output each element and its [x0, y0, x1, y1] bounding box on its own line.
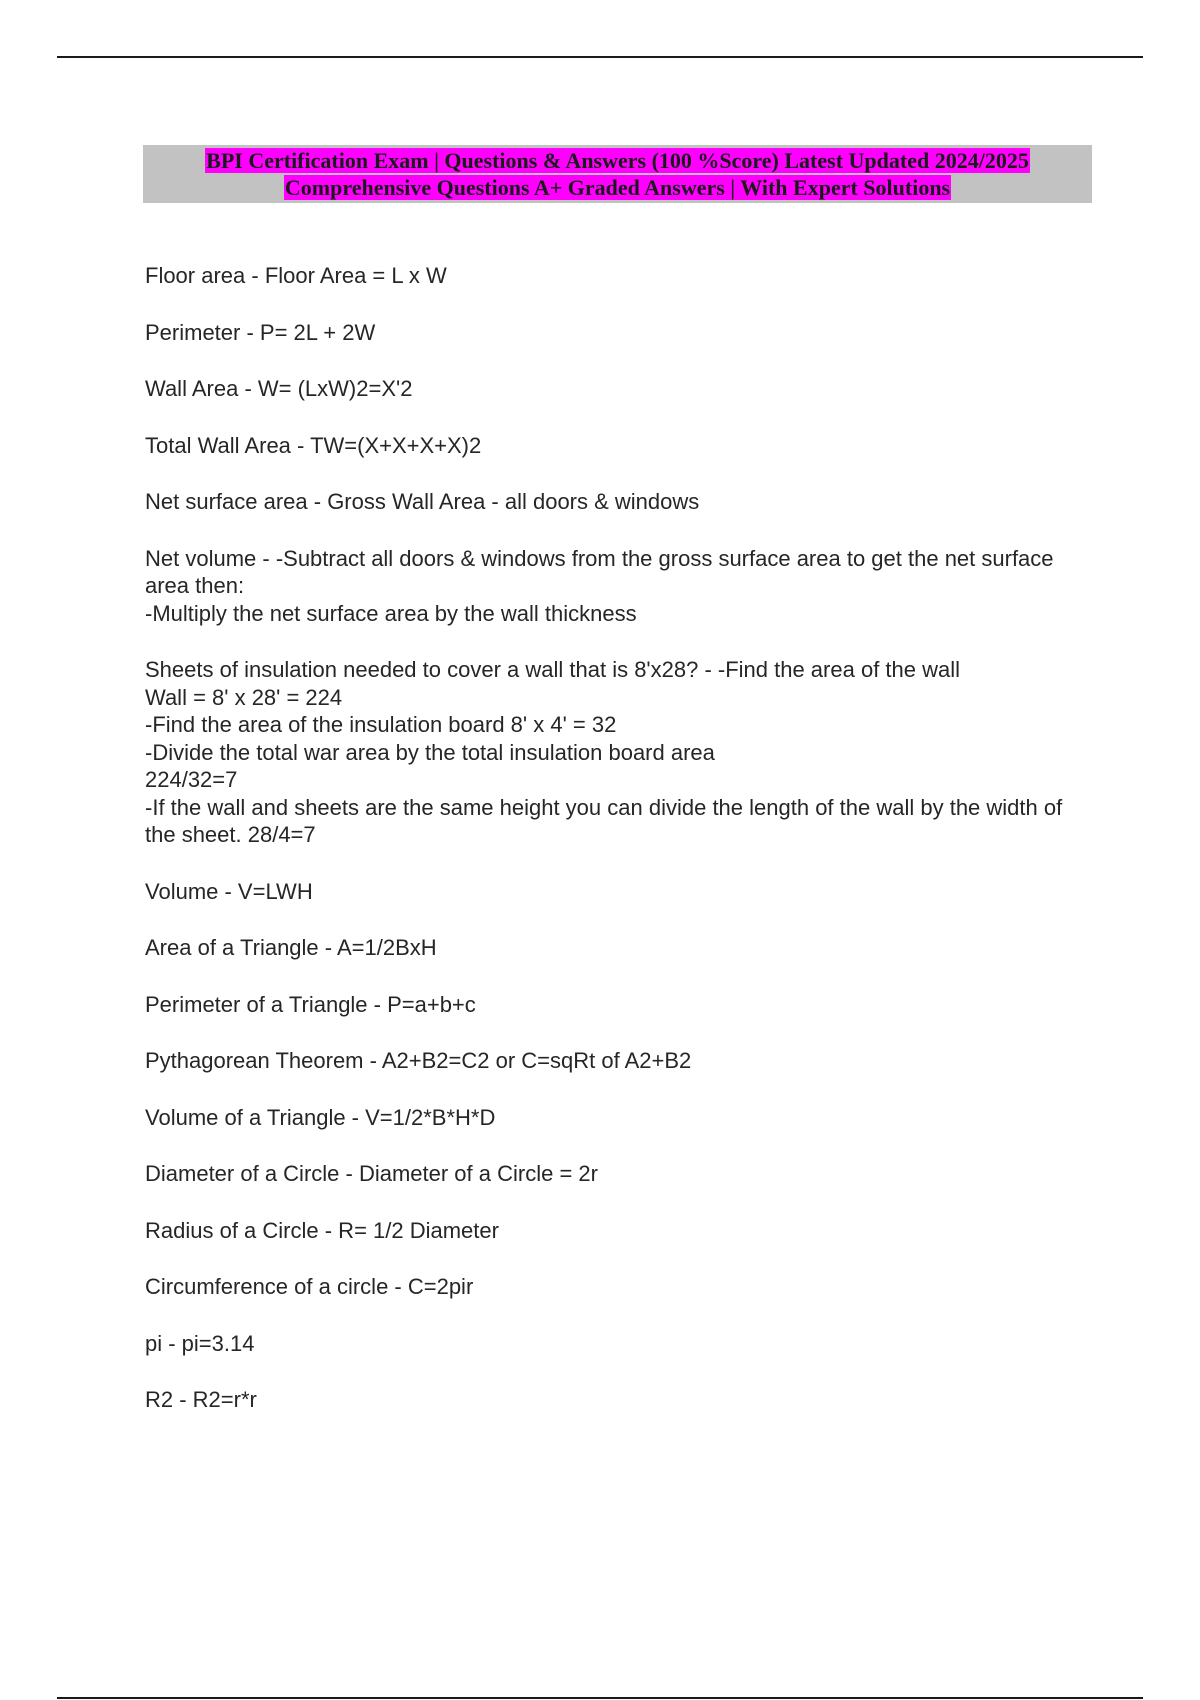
document-title-line-2: Comprehensive Questions A+ Graded Answers | With Expert Solutions	[284, 175, 951, 200]
qa-entry-line: Volume of a Triangle - V=1/2*B*H*D	[145, 1104, 496, 1130]
qa-entry	[145, 432, 1085, 460]
qa-entry-line: -Find the area of the insulation board 8' x 4' = 32	[145, 712, 617, 737]
qa-entry-line: Circumference of a circle - C=2pir	[145, 1274, 474, 1299]
qa-entry-line: 224/32=7	[145, 767, 238, 792]
qa-entry-line: Net surface area - Gross Wall Area - all doors & windows	[145, 489, 700, 514]
qa-entry-line: Area of a Triangle - A=1/2BxH	[145, 935, 437, 960]
qa-entry	[145, 488, 1085, 516]
qa-entry	[145, 1104, 1085, 1132]
qa-entry-line: Diameter of a Circle - Diameter of a Circle = 2r	[145, 1161, 598, 1186]
qa-entry	[145, 878, 1085, 906]
qa-entry-line: Net volume - -Subtract all doors & windows from the gross surface area to get the net surface area then:	[145, 545, 1060, 598]
document-body	[145, 262, 1085, 1443]
qa-entry-line: Sheets of insulation needed to cover a wall that is 8'x28? - -Find the area of the wall	[145, 657, 961, 682]
document-title-line-1: BPI Certification Exam | Questions & Answers (100 %Score) Latest Updated 2024/2025	[206, 148, 1029, 173]
qa-entry-line: Volume - V=LWH	[145, 878, 313, 904]
qa-entry	[145, 1386, 1085, 1414]
qa-entry-line: Perimeter of a Triangle - P=a+b+c	[145, 991, 476, 1017]
qa-entry	[145, 934, 1085, 962]
footer-rule	[57, 1697, 1143, 1699]
qa-entry	[145, 1047, 1085, 1075]
qa-entry-line: R2 - R2=r*r	[145, 1387, 257, 1412]
qa-entry	[145, 1273, 1085, 1301]
qa-entry	[145, 545, 1085, 628]
qa-entry	[145, 656, 1085, 849]
qa-entry-line: Wall Area - W= (LxW)2=X'2	[145, 376, 413, 401]
qa-entry-line: Perimeter - P= 2L + 2W	[145, 319, 376, 345]
qa-entry-line: -Divide the total war area by the total insulation board area	[145, 739, 715, 765]
qa-entry-line: Floor area - Floor Area = L x W	[145, 263, 447, 288]
qa-entry-line: Wall = 8' x 28' = 224	[145, 684, 343, 710]
qa-entry-line: pi - pi=3.14	[145, 1330, 255, 1356]
qa-entry	[145, 262, 1085, 290]
document-title-banner	[143, 145, 1092, 203]
qa-entry-line: -Multiply the net surface area by the wall thickness	[145, 600, 637, 626]
qa-entry	[145, 375, 1085, 403]
qa-entry	[145, 1160, 1085, 1188]
qa-entry-line: -If the wall and sheets are the same height you can divide the length of the wall by the width of the sheet. 28/4=7	[145, 794, 1069, 847]
qa-entry	[145, 319, 1085, 347]
qa-entry	[145, 1217, 1085, 1245]
qa-entry	[145, 991, 1085, 1019]
qa-entry	[145, 1330, 1085, 1358]
qa-entry-line: Pythagorean Theorem - A2+B2=C2 or C=sqRt of A2+B2	[145, 1048, 692, 1073]
header-rule	[57, 56, 1143, 58]
qa-entry-line: Radius of a Circle - R= 1/2 Diameter	[145, 1217, 499, 1243]
qa-entry-line: Total Wall Area - TW=(X+X+X+X)2	[145, 432, 482, 458]
